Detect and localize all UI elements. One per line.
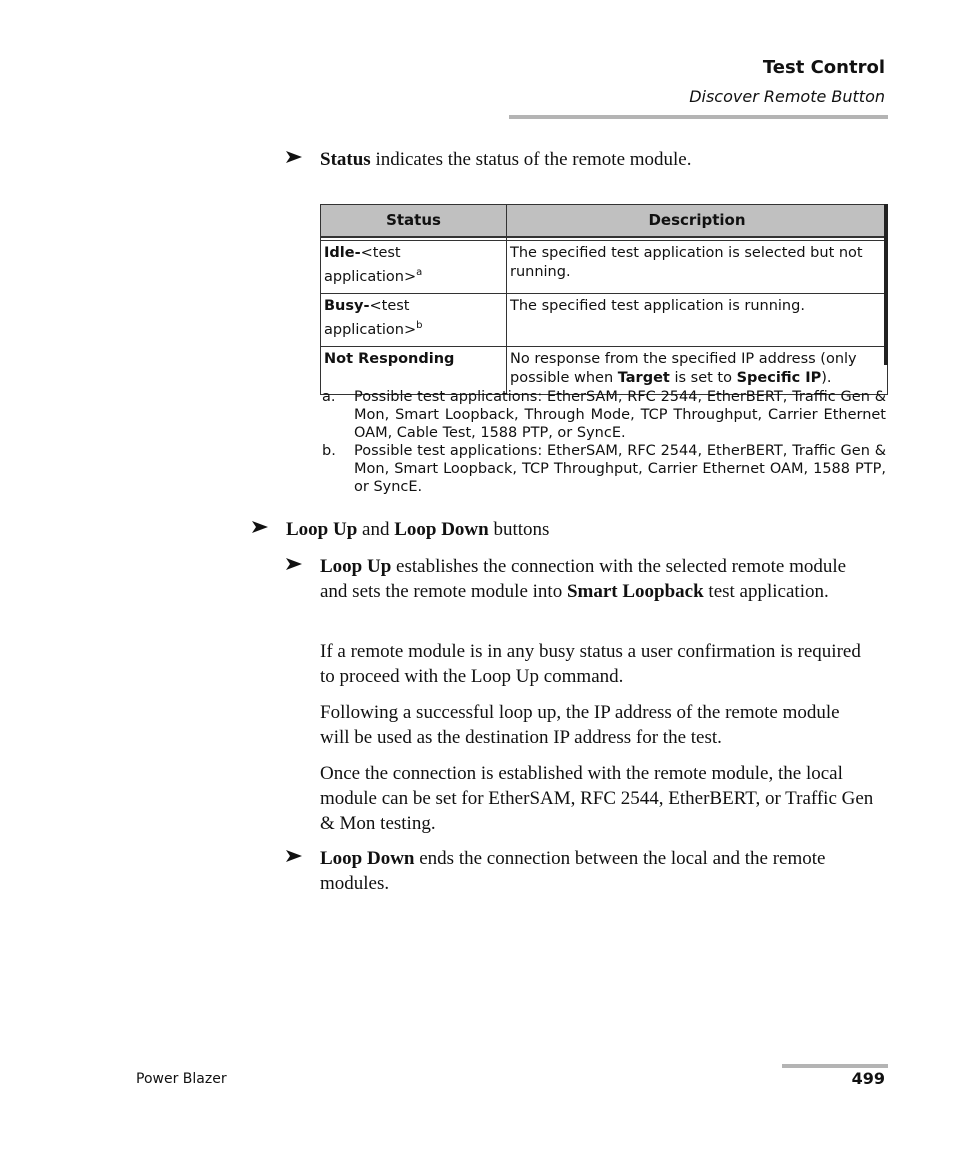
- page-header-title: Test Control: [762, 57, 885, 78]
- status-bullet: [286, 147, 866, 172]
- footnote-label: b.: [322, 443, 336, 459]
- footnote-ref: a: [416, 267, 423, 278]
- status-description: The specified test application is running.: [507, 293, 888, 346]
- table-row: [321, 241, 888, 294]
- paragraph-local-module: Once the connection is established with the remote module, the local module can be set for EtherSAM, RFC 2544, EtherBERT, or Traffic Gen & Mon testing.: [320, 763, 874, 834]
- status-bullet-text: indicates the status of the remote module.: [370, 149, 692, 170]
- footer-product: Power Blazer: [136, 1071, 227, 1087]
- status-bullet-bold: Status: [320, 149, 371, 170]
- footnote-b: [322, 442, 886, 496]
- footer-rule: [782, 1064, 888, 1068]
- table-row: [321, 346, 888, 394]
- table-shadow: [884, 204, 888, 365]
- status-name: Busy-: [324, 297, 370, 314]
- footnote-text: Possible test applications: EtherSAM, RFC 2544, EtherBERT, Traffic Gen & Mon, Smart Loopback, TCP Throughput, Carrier Ethernet OAM, 1588 PTP, or SyncE.: [354, 443, 886, 495]
- arrow-bullet-icon: [252, 519, 268, 535]
- footnote-a: [322, 388, 886, 442]
- table-row: [321, 293, 888, 346]
- status-app: <test application>: [324, 245, 417, 285]
- footnote-text: Possible test applications: EtherSAM, RFC 2544, EtherBERT, Traffic Gen & Mon, Smart Loopback, Through Mode, TCP Throughput, Carrier Ethernet OAM, Cable Test, 1588 PTP, or SyncE.: [354, 389, 886, 441]
- paragraph-ip-address: Following a successful loop up, the IP address of the remote module will be used as the destination IP address for the test.: [320, 702, 840, 748]
- status-name: Idle-: [324, 245, 361, 261]
- status-description: The specified test application is selected but not running.: [507, 241, 888, 294]
- arrow-bullet-icon: [286, 556, 302, 572]
- paragraph-busy-confirmation: If a remote module is in any busy status a user confirmation is required to proceed with the Loop Up command.: [320, 641, 861, 687]
- loop-buttons-bullet: Loop Up and Loop Down buttons: [252, 517, 872, 542]
- status-description: No response from the specified IP address (only possible when Target is set to Specific IP).: [507, 346, 888, 394]
- page-header-subtitle: Discover Remote Button: [689, 87, 885, 106]
- arrow-bullet-icon: [286, 149, 302, 165]
- loop-down-bullet: Loop Down ends the connection between the local and the remote modules.: [286, 846, 866, 896]
- footnote-ref: b: [416, 319, 423, 331]
- status-table: [320, 204, 888, 395]
- loop-up-bullet: Loop Up establishes the connection with the selected remote module and sets the remote module into Smart Loopback test application.: [286, 554, 866, 604]
- status-name: Not Responding: [324, 350, 455, 367]
- page-number: 499: [851, 1069, 885, 1088]
- status-app: <test application>: [324, 297, 417, 338]
- arrow-bullet-icon: [286, 848, 302, 864]
- table-header-description: Description: [507, 205, 888, 238]
- table-header-status: Status: [321, 205, 507, 238]
- header-rule: [509, 115, 888, 119]
- footnote-label: a.: [322, 389, 336, 405]
